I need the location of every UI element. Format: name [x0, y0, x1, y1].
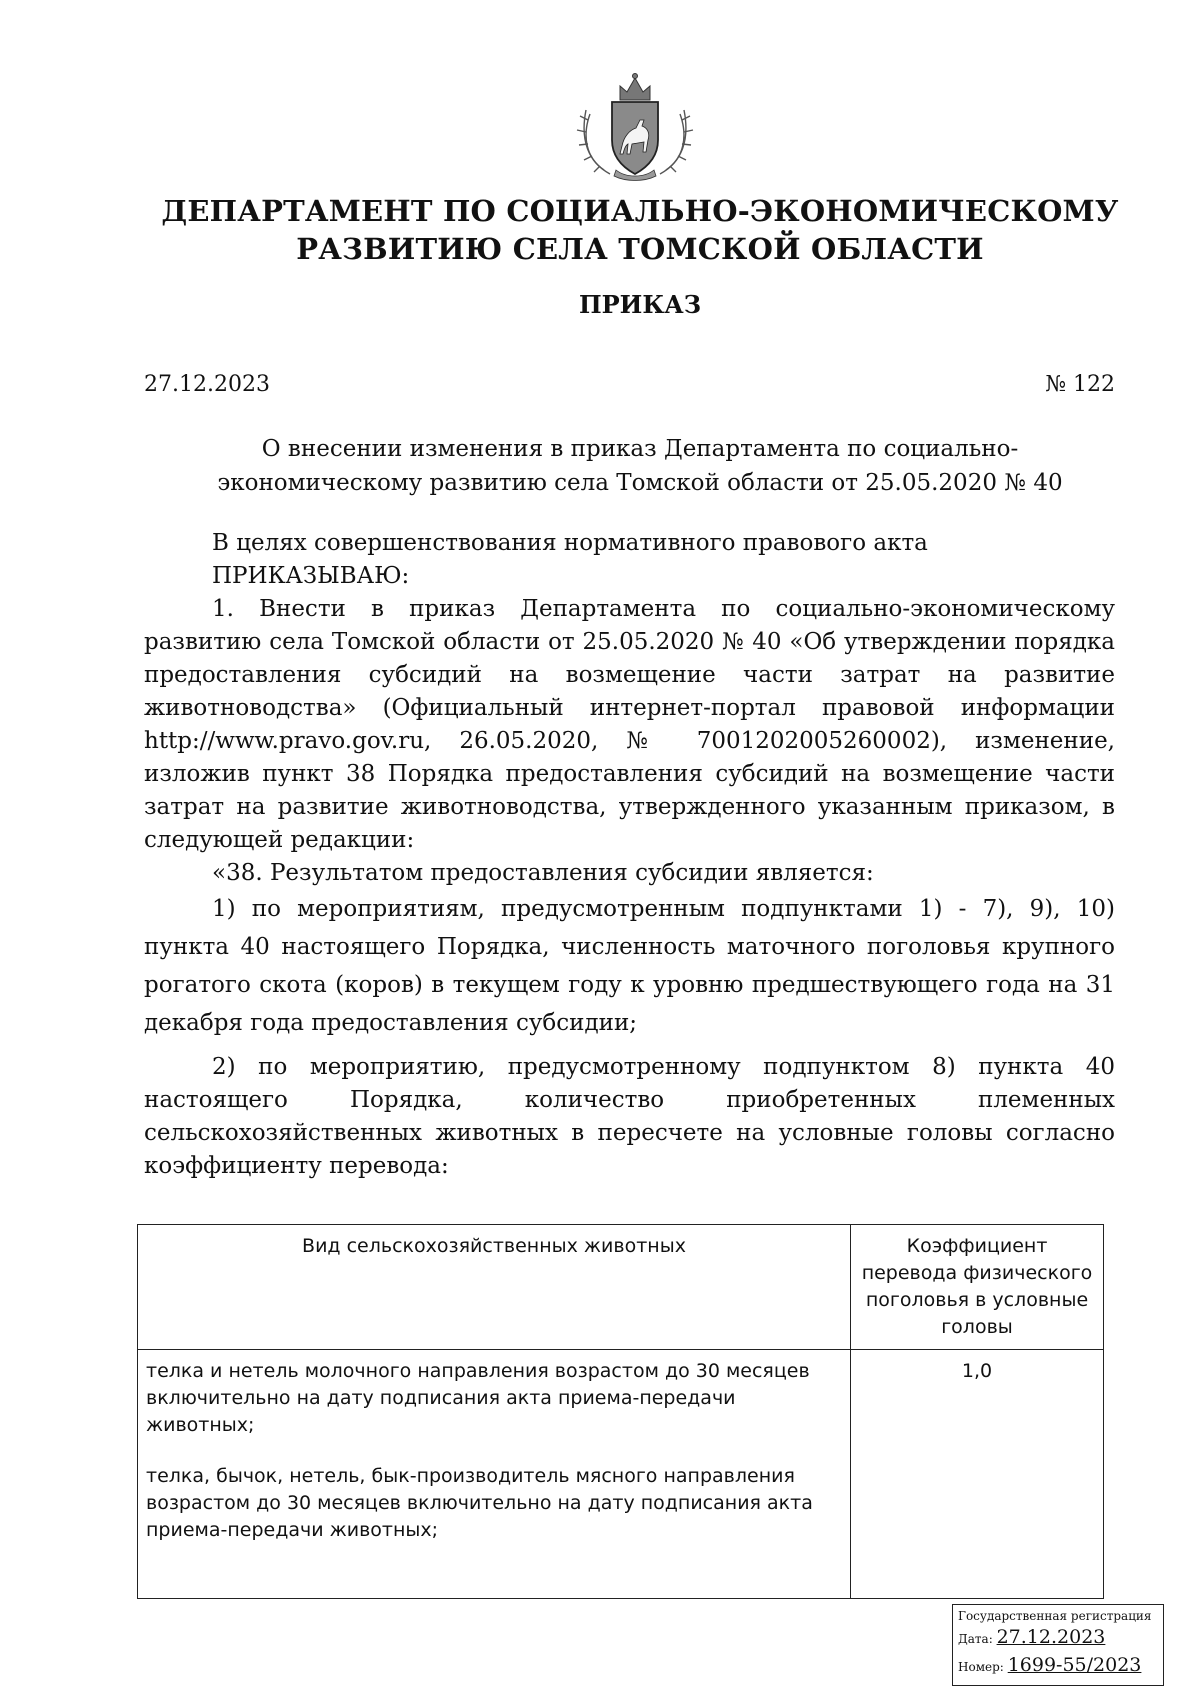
department-title-line1: ДЕПАРТАМЕНТ ПО СОЦИАЛЬНО-ЭКОНОМИЧЕСКОМУ [161, 194, 1119, 228]
subject-line2: экономическому развитию села Томской области от 25.05.2020 № 40 [217, 470, 1063, 496]
tomsk-coat-of-arms-icon [570, 70, 700, 182]
subclause-1-paragraph: 1) по мероприятиям, предусмотренным подпунктами 1) - 7), 9), 10) пункта 40 настоящего Порядка, численность маточного поголовья крупного рогатого скота (коров) в текущем году к уровню предшествующего года на 31 декабря года предоставления субсидии; [144, 896, 1115, 1036]
table-row [138, 1350, 1104, 1599]
animal-type-dairy: телка и нетель молочного направления возрастом до 30 месяцев включительно на дату подписания акта приема-передачи животных; [146, 1360, 810, 1436]
animal-type-cell [138, 1350, 851, 1599]
item-1-paragraph: 1. Внести в приказ Департамента по социально-экономическому развитию села Томской области от 25.05.2020 № 40 «Об утверждении порядка предоставления субсидий на возмещение части затрат на развитие животноводства» (Официальный интернет-портал правовой информации http://www.pravo.gov.ru, 26.05.2020, № 7001202005260002), изменение, изложив пункт 38 Порядка предоставления субсидий на возмещение части затрат на развитие животноводства, утвержденного указанным приказом, в следующей редакции: [144, 596, 1115, 853]
animal-type-beef: телка, бычок, нетель, бык-производитель мясного направления возрастом до 30 месяцев включительно на дату подписания акта приема-передачи животных; [146, 1465, 813, 1541]
department-title [100, 192, 1180, 268]
registration-number-value: 1699-55/2023 [1007, 1654, 1142, 1676]
document-date: 27.12.2023 [144, 372, 270, 397]
document-body [144, 527, 1115, 1183]
registration-title: Государственная регистрация [958, 1609, 1152, 1623]
order-word: ПРИКАЗЫВАЮ: [212, 563, 410, 589]
document-subject [200, 432, 1080, 500]
header-coefficient: Коэффициент перевода физического поголовья в условные головы [851, 1225, 1104, 1350]
coefficient-cell: 1,0 [851, 1350, 1104, 1599]
registration-date-value: 27.12.2023 [996, 1626, 1106, 1648]
document-type: ПРИКАЗ [578, 290, 702, 319]
table-header-row [138, 1225, 1104, 1350]
registration-date-row [958, 1624, 1158, 1652]
registration-number-row [958, 1652, 1158, 1680]
subject-line1: О внесении изменения в приказ Департамента по социально- [261, 436, 1019, 462]
conversion-coefficient-table [137, 1224, 1104, 1599]
registration-number-label: Номер: [958, 1660, 1004, 1674]
header-animal-type: Вид сельскохозяйственных животных [138, 1225, 851, 1350]
department-title-line2: РАЗВИТИЮ СЕЛА ТОМСКОЙ ОБЛАСТИ [296, 232, 984, 266]
clause-38-heading: «38. Результатом предоставления субсидии является: [212, 860, 874, 886]
registration-date-label: Дата: [958, 1632, 993, 1646]
document-number: № 122 [1045, 372, 1115, 397]
subclause-2-paragraph: 2) по мероприятию, предусмотренному подпунктом 8) пункта 40 настоящего Порядка, количество приобретенных племенных сельскохозяйственных животных в пересчете на условные головы согласно коэффициенту перевода: [144, 1054, 1115, 1179]
registration-stamp [952, 1604, 1164, 1686]
purpose-paragraph: В целях совершенствования нормативного правового акта [212, 530, 928, 556]
coat-of-arms [570, 70, 700, 182]
